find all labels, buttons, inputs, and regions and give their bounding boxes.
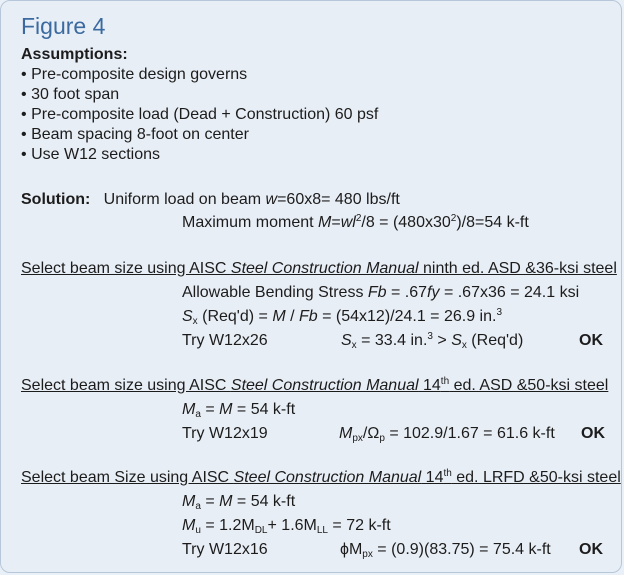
- try-section-2: Try W12x19: [182, 425, 268, 442]
- bullet: •: [21, 86, 27, 103]
- assumption-text: Pre-composite load (Dead + Construction) 60 psf: [31, 106, 379, 123]
- figure-title: Figure 4: [21, 13, 106, 39]
- assumptions-heading: Assumptions:: [21, 46, 128, 63]
- assumption-item: [21, 105, 378, 125]
- check-1: $S_x = 33.4$ $in.^3 > S_x$ (Req'd): [341, 331, 524, 351]
- moment-a-line: $M_a = M = 54$ k-ft: [182, 401, 296, 420]
- bullet: •: [21, 126, 27, 143]
- ok-badge-2: OK: [581, 425, 605, 442]
- moment-u-line: $M_u = 1.2M_{DL}+ 1.6M_{LL} = 72$ k-ft: [182, 517, 391, 536]
- section2-heading: Select beam size using AISC Steel Construction Manual 14th ed. ASD &50-ksi steel: [21, 376, 609, 394]
- try-section-3: Try W12x16: [182, 541, 268, 558]
- bullet: •: [21, 66, 27, 83]
- assumption-item: [21, 65, 247, 85]
- check-3: $\phi M_{px} = (0.9)(83.75) = 75.4$ k-ft: [340, 541, 551, 560]
- section3-heading: Select beam Size using AISC Steel Construction Manual 14th ed. LRFD &50-ksi steel: [21, 468, 621, 486]
- assumption-item: [21, 145, 160, 165]
- solution-label: Solution:: [21, 191, 91, 208]
- ok-badge-1: OK: [579, 332, 603, 349]
- assumption-text: Use W12 sections: [31, 146, 160, 163]
- assumption-text: 30 foot span: [31, 86, 120, 103]
- bullet: •: [21, 106, 27, 123]
- solution-line: Solution: Uniform load on beam w=60x8= 480 lbs/ft: [21, 191, 400, 208]
- max-moment-line: Maximum moment $M=wl^2/8 = (480x30^2)/8=54$ k-ft: [182, 213, 529, 231]
- assumption-item: [21, 125, 249, 145]
- section-modulus-line: $S_x$ (Req'd) = M / Fb = (54x12)/24.1 = 26.9 in.$^3$: [182, 307, 503, 327]
- try-section-1: Try W12x26: [182, 332, 268, 349]
- assumption-item: [21, 85, 119, 105]
- bending-stress-line: Allowable Bending Stress Fb = .67fy = .67x36 = 24.1 ksi: [182, 284, 580, 301]
- section1-heading: Select beam size using AISC Steel Construction Manual ninth ed. ASD &36-ksi steel: [21, 260, 617, 277]
- assumption-text: Beam spacing 8-foot on center: [31, 126, 249, 143]
- bullet: •: [21, 146, 27, 163]
- ok-badge-3: OK: [579, 541, 603, 558]
- assumption-text: Pre-composite design governs: [31, 66, 248, 83]
- check-2: $M_{px}/\Omega_p = 102.9/1.67 = 61.6$ k-ft: [339, 425, 555, 444]
- moment-a-line-lrfd: $M_a = M = 54$ k-ft: [182, 493, 296, 512]
